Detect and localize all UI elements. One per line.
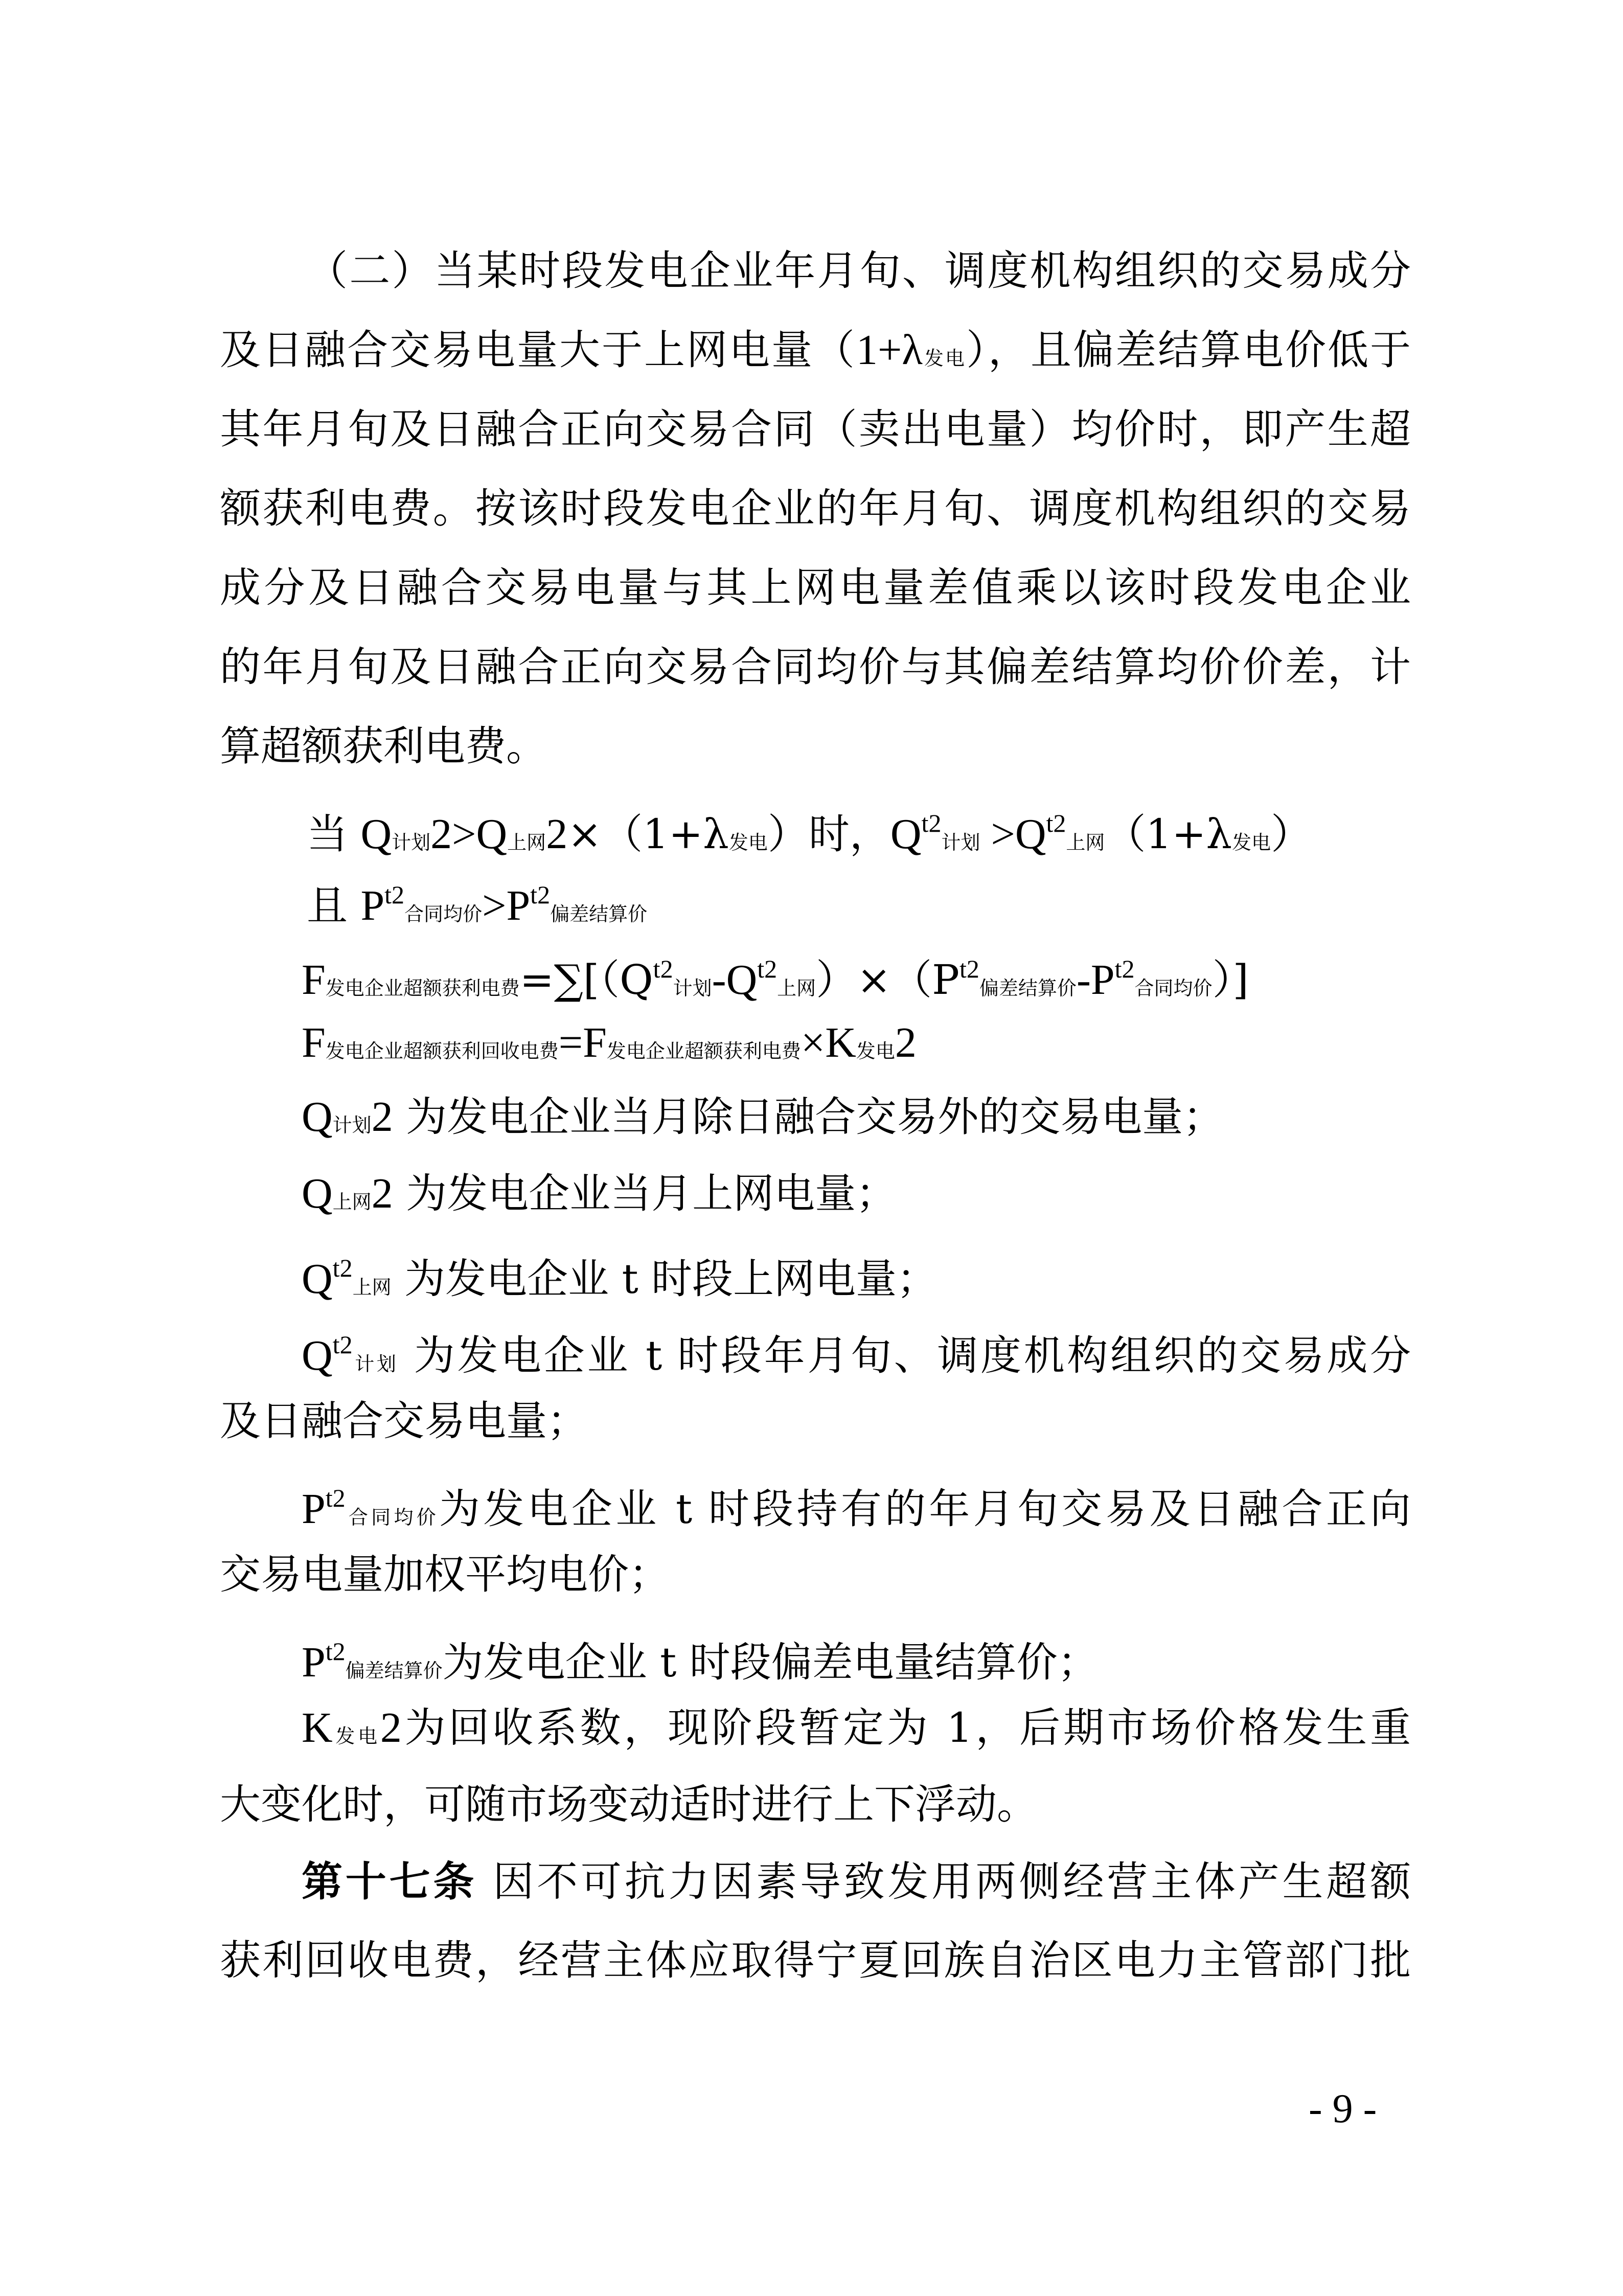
def3-text: 为发电企业 t 时段上网电量； bbox=[404, 1255, 938, 1303]
def5-text: 为发电企业 t 时段持有的年月旬交易及日融合正向 bbox=[439, 1485, 1411, 1533]
article-17-heading: 第十七条 bbox=[302, 1857, 477, 1905]
formula1-sup-4: t2 bbox=[1114, 954, 1135, 983]
para1-line-1: （二）当某时段发电企业年月旬、调度机构组织的交易成分 bbox=[307, 247, 1411, 294]
cond1-sup-1: t2 bbox=[921, 809, 942, 837]
formula1-sup-2: t2 bbox=[757, 954, 778, 983]
def1-num: 2 bbox=[371, 1093, 393, 1141]
para1-line-2-a: 及日融合交易电量大于上网电量（ bbox=[220, 326, 856, 374]
def1-text: 为发电企业当月除日融合交易外的交易电量； bbox=[406, 1093, 1224, 1141]
formula1-text-3: ）×（P bbox=[816, 956, 960, 1004]
article-17-line-2: 获利回收电费，经营主体应取得宁夏回族自治区电力主管部门批 bbox=[220, 1937, 1411, 1984]
article-17-text-1: 因不可抗力因素导致发用两侧经营主体产生超额 bbox=[477, 1858, 1411, 1905]
definition-pt2-contract-cont: 交易电量加权平均电价； bbox=[220, 1551, 670, 1598]
cond1-sub-3: 发电 bbox=[728, 831, 768, 854]
para1-line-5: 成分及日融合交易电量与其上网电量差值乘以该时段发电企业 bbox=[220, 564, 1411, 611]
formula1-sup-3: t2 bbox=[959, 954, 979, 983]
def6-text: 为发电企业 t 时段偏差电量结算价； bbox=[442, 1639, 1099, 1686]
cond2-sup-1: t2 bbox=[384, 880, 405, 909]
para1-line-2-formula: 1+λ bbox=[856, 326, 923, 374]
formula1-sub-3: 上网 bbox=[777, 977, 816, 999]
formula1-text-2: -Q bbox=[712, 956, 758, 1004]
def7-num: 2 bbox=[380, 1704, 402, 1752]
cond2-sub-2: 偏差结算价 bbox=[550, 903, 648, 925]
formula2-text-2: ×K bbox=[801, 1019, 856, 1066]
cond1-sub-2: 上网 bbox=[507, 831, 546, 854]
def4-sup: t2 bbox=[332, 1330, 353, 1359]
formula2-f: F bbox=[302, 1019, 326, 1066]
formula1-sub-2: 计划 bbox=[673, 977, 712, 999]
def2-symbol: Q bbox=[302, 1170, 333, 1217]
cond1-text-2: >Q bbox=[452, 810, 508, 858]
formula2-num-1: 2 bbox=[895, 1019, 917, 1066]
def2-text: 为发电企业当月上网电量； bbox=[406, 1170, 897, 1217]
para1-line-6: 的年月旬及日融合正向交易合同均价与其偏差结算均价价差，计 bbox=[220, 643, 1411, 691]
def1-symbol: Q bbox=[302, 1093, 333, 1141]
formula-recovery-fee bbox=[302, 1017, 1411, 1077]
cond2-text-1: 且 bbox=[307, 882, 361, 929]
definition-q-grid-2 bbox=[302, 1168, 1411, 1227]
cond1-sup-2: t2 bbox=[1046, 809, 1066, 837]
def7-symbol: K bbox=[302, 1704, 333, 1752]
formula1-sub-1: 发电企业超额获利电费 bbox=[325, 977, 520, 999]
def4-symbol: Q bbox=[302, 1332, 333, 1379]
cond2-sub-1: 合同均价 bbox=[404, 903, 483, 925]
formula1-text-4: -P bbox=[1076, 956, 1115, 1004]
condition-line-1 bbox=[307, 798, 1411, 868]
cond1-sub-4: 计划 bbox=[941, 831, 980, 854]
formula2-sub-2: 发电企业超额获利电费 bbox=[606, 1040, 801, 1062]
definition-qt2-grid bbox=[302, 1242, 1411, 1313]
cond1-num-1: 2 bbox=[430, 810, 452, 858]
definition-k-gen-2-cont: 大变化时，可随市场变动适时进行上下浮动。 bbox=[220, 1781, 1038, 1828]
def1-sub: 计划 bbox=[332, 1114, 372, 1136]
cond1-sub-6: 发电 bbox=[1232, 831, 1271, 854]
definition-pt2-deviation bbox=[302, 1626, 1411, 1696]
cond1-text-5: >Q bbox=[980, 810, 1046, 858]
def3-sup: t2 bbox=[332, 1254, 353, 1282]
cond1-q2: Q bbox=[890, 810, 922, 858]
definition-k-gen-2 bbox=[302, 1702, 1411, 1762]
cond1-text-6: （1+λ bbox=[1105, 810, 1232, 858]
para1-line-3: 其年月旬及日融合正向交易合同（卖出电量）均价时，即产生超 bbox=[220, 405, 1411, 453]
definition-qt2-plan bbox=[302, 1319, 1411, 1390]
def3-symbol: Q bbox=[302, 1255, 333, 1303]
cond1-sub-1: 计划 bbox=[392, 831, 431, 854]
cond1-num-2: 2 bbox=[546, 810, 568, 858]
definition-q-plan-2 bbox=[302, 1092, 1411, 1151]
formula1-text-1: =∑[（Q bbox=[519, 956, 653, 1004]
def7-sub: 发电 bbox=[332, 1725, 380, 1747]
cond2-text-2: >P bbox=[482, 882, 531, 929]
def4-sub: 计划 bbox=[352, 1353, 399, 1375]
def6-sup: t2 bbox=[325, 1637, 346, 1666]
formula2-text-1: =F bbox=[558, 1019, 607, 1066]
formula-excess-profit bbox=[302, 943, 1411, 1014]
def5-sup: t2 bbox=[325, 1484, 346, 1512]
formula1-sup-1: t2 bbox=[653, 954, 673, 983]
formula1-text-5: ）] bbox=[1212, 956, 1249, 1004]
para1-line-2-b: ），且偏差结算电价低于 bbox=[966, 326, 1411, 374]
cond2-sup-2: t2 bbox=[530, 880, 551, 909]
def7-text: 为回收系数，现阶段暂定为 1，后期市场价格发生重 bbox=[401, 1704, 1411, 1752]
cond1-text-3: ×（1+λ bbox=[567, 810, 729, 858]
definition-pt2-contract bbox=[302, 1472, 1411, 1543]
formula2-sub-3: 发电 bbox=[856, 1040, 895, 1062]
para1-line-2 bbox=[220, 325, 1411, 384]
def2-sub: 上网 bbox=[332, 1191, 372, 1213]
cond1-text-1: 当 bbox=[307, 810, 361, 858]
def3-sub: 上网 bbox=[352, 1276, 392, 1299]
para1-line-2-subscript: 发电 bbox=[923, 347, 967, 370]
formula1-sub-4: 偏差结算价 bbox=[979, 977, 1077, 999]
formula2-sub-1: 发电企业超额获利回收电费 bbox=[325, 1040, 559, 1062]
def6-symbol: P bbox=[302, 1639, 326, 1686]
definition-qt2-plan-cont: 及日融合交易电量； bbox=[220, 1397, 588, 1445]
def6-sub: 偏差结算价 bbox=[345, 1660, 443, 1682]
formula1-f: F bbox=[302, 956, 326, 1004]
article-17-line-1 bbox=[302, 1856, 1411, 1907]
page-number: - 9 - bbox=[1309, 2086, 1377, 2131]
def2-num: 2 bbox=[371, 1170, 393, 1217]
def4-text: 为发电企业 t 时段年月旬、调度机构组织的交易成分 bbox=[414, 1332, 1411, 1379]
para1-line-7: 算超额获利电费。 bbox=[220, 722, 547, 770]
formula1-sub-5: 合同均价 bbox=[1134, 977, 1213, 999]
cond1-text-7: ） bbox=[1271, 810, 1312, 858]
cond1-q: Q bbox=[360, 810, 392, 858]
para1-line-4: 额获利电费。按该时段发电企业的年月旬、调度机构组织的交易 bbox=[220, 485, 1411, 532]
def5-sub: 合同均价 bbox=[345, 1506, 439, 1529]
cond2-p: P bbox=[360, 882, 385, 929]
cond1-text-4: ）时， bbox=[767, 810, 890, 858]
condition-line-2 bbox=[307, 869, 1411, 940]
def5-symbol: P bbox=[302, 1485, 326, 1533]
cond1-sub-5: 上网 bbox=[1066, 831, 1105, 854]
